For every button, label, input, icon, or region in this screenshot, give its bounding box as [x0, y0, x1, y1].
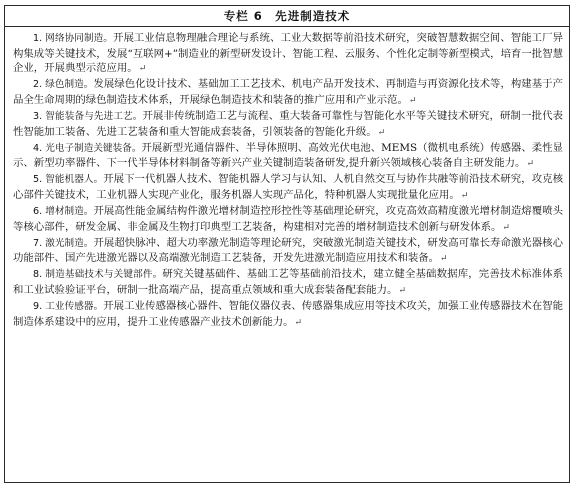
list-item: [13, 77, 563, 108]
item-body: 开展高性能金属结构件激光增材制造控形控性等基础理论研究，攻克高效高精度激光增材制造熔覆喷头等核心部件，研发金属、非金属及生物打印典型工艺装备，构建相对完善的增材制造技术创新与研发体系。: [13, 205, 564, 233]
box-title: 专栏 6 先进制造技术: [5, 6, 569, 27]
item-body: 开展新型光通信器件、半导体照明、高效光伏电池、MEMS（微机电系统）传感器、柔性显示、新型功率器件、下一代半导体材料制备等新兴产业关键制造装备研发,提升新兴领域核心装备自主研发能力。: [13, 141, 563, 170]
list-item: [13, 204, 563, 235]
item-heading: 9. 工业传感器。: [33, 301, 104, 313]
item-heading: 6. 增材制造。: [33, 206, 94, 218]
list-item: [13, 267, 563, 298]
paragraph-mark-icon: ↵: [294, 317, 303, 328]
feature-box: [4, 5, 570, 483]
item-heading: 4. 光电子制造关键装备。: [33, 142, 142, 154]
item-body: 开展工业信息物理融合理论与系统、工业大数据等前沿技术研究，突破智慧数据空间、智能工厂异构集成等关键技术，发展“互联网+”制造业的新型研发设计、智能工程、云服务、个性化定制等新型模式，培育一批智慧企业，开展典型示范应用。: [13, 32, 564, 75]
item-body: 开展工业传感器核心器件、智能仪器仪表、传感器集成应用等技术攻关，加强工业传感器技术在智能制造体系建设中的应用，提升工业传感器产业技术创新能力。: [13, 300, 564, 328]
list-item: [13, 236, 563, 267]
paragraph-mark-icon: ↵: [440, 254, 448, 265]
paragraph-mark-icon: ↵: [460, 190, 469, 201]
list-item: [13, 141, 563, 172]
item-body: 发展绿色化设计技术、基础加工工艺技术、机电产品开发技术、再制造与再资源化技术等，构建基于产品全生命周期的绿色制造技术体系，开展绿色制造技术和装备的推广应用和产业示范。: [13, 78, 564, 106]
item-heading: 1. 网络协同制造。: [33, 33, 113, 44]
paragraph-mark-icon: ↵: [526, 159, 534, 170]
list-item: [13, 172, 563, 203]
paragraph-mark-icon: ↵: [138, 64, 147, 75]
item-body: 开展下一代机器人技术、智能机器人学习与认知、人机自然交互与协作共融等前沿技术研究，攻克核心部件关键技术，工业机器人实现产业化，服务机器人实现产品化，特种机器人实现批量化应用。: [13, 173, 564, 201]
list-item: [13, 299, 563, 330]
paragraph-mark-icon: ↵: [377, 127, 386, 138]
paragraph-mark-icon: ↵: [502, 222, 510, 233]
item-body: 开展非传统制造工艺与流程、重大装备可靠性与智能化水平等关键技术研究，研制一批代表性智能加工装备、先进工艺装备和重大智能成套装备，引领装备的智能化升级。: [13, 109, 563, 138]
paragraph-mark-icon: ↵: [398, 286, 406, 296]
item-body: 研究关键基础件、基础工艺等基础前沿技术，建立健全基础数据库，完善技术标准体系和工业试验验证平台，研制一批高端产品，提高重点领域和重大成套装备配套能力。: [13, 268, 564, 296]
item-heading: 2. 绿色制造。: [33, 79, 94, 91]
item-heading: 5. 智能机器人。: [33, 174, 104, 186]
item-body: 开展超快脉冲、超大功率激光制造等理论研究，突破激光制造关键技术，研发高可靠长寿命激光器核心功能部件、国产先进激光器以及高端激光制造工艺装备，开发先进激光制造应用技术和装备。: [13, 236, 564, 265]
list-item: [13, 31, 563, 77]
box-content: [5, 27, 569, 330]
item-heading: 3. 智能装备与先进工艺。: [33, 110, 143, 122]
item-heading: 7. 激光制造。: [33, 237, 94, 249]
list-item: [13, 109, 563, 140]
paragraph-mark-icon: ↵: [408, 95, 417, 106]
item-heading: 8. 制造基础技术与关键部件。: [33, 269, 163, 281]
